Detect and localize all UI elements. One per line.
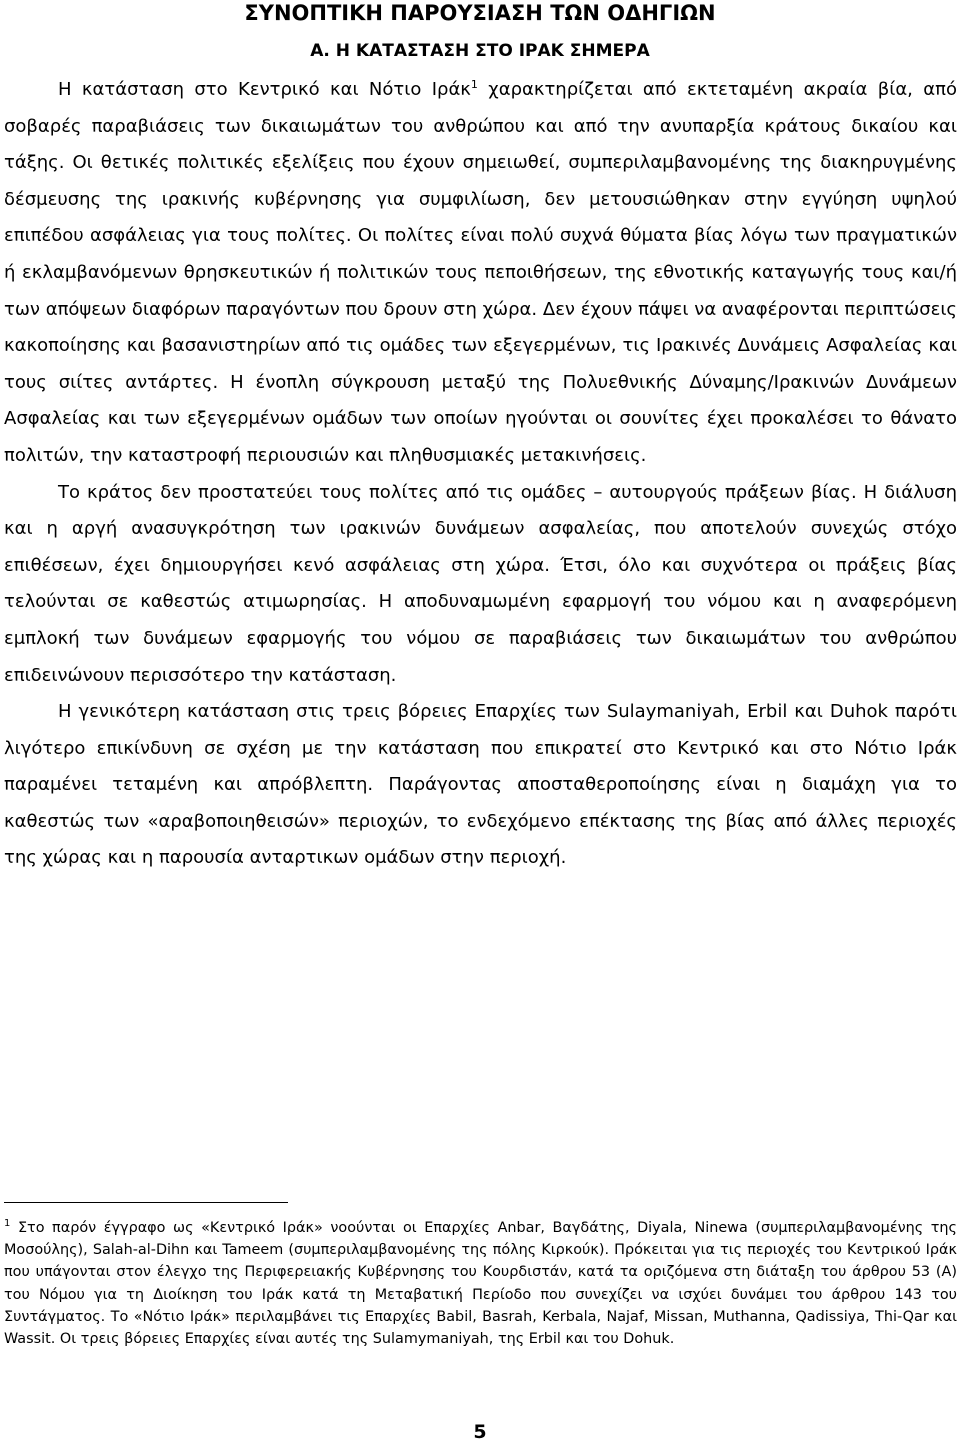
footnote-separator xyxy=(4,1202,288,1203)
document-title: ΣΥΝΟΠΤΙΚΗ ΠΑΡΟΥΣΙΑΣΗ ΤΩΝ ΟΔΗΓΙΩΝ xyxy=(244,1,716,25)
footnote xyxy=(4,1217,957,1350)
page-number: 5 xyxy=(473,1421,487,1443)
body-paragraph-1 xyxy=(4,72,957,475)
footnote-text: Στο παρόν έγγραφο ως «Κεντρικό Ιράκ» νοούνται οι Επαρχίες Anbar, Βαγδάτης, Diyala, Ninewa (συμπεριλαμβανομένης της Μοσούλης), Salah-al-Dihn και Tameem (συμπεριλαμβανομένης της πόλης Κιρκούκ). Πρόκειται για τις περιοχές του Κεντρικού Ιράκ που υπάγονται στον έλεγχο της Περιφερειακής Κυβέρνησης του Κουρδιστάν, κατά τα οριζόμενα στη διάταξη του άρθρου 53 (Α) του Νόμου για τη Διοίκηση του Ιράκ κατά τη Μεταβατική Περίοδο που συνεχίζει να ισχύει δυνάμει του άρθρου 143 του Συντάγματος. Το «Νότιο Ιράκ» περιλαμβάνει τις Επαρχίες Babil, Basrah, Kerbala, Najaf, Missan, Muthanna, Qadissiya, Thi-Qar και Wassit. Οι τρεις βόρειες Επαρχίες είναι αυτές της Sulamymaniyah, της Erbil και του Dohuk. xyxy=(4,1220,957,1348)
paragraph-1-start: Η κατάσταση στο Κεντρικό και Νότιο Ιράκ xyxy=(58,79,471,100)
footnote-number: 1 xyxy=(4,1218,11,1230)
document-body xyxy=(4,72,957,877)
section-heading: Α. Η ΚΑΤΑΣΤΑΣΗ ΣΤΟ ΙΡΑΚ ΣΗΜΕΡΑ xyxy=(310,41,650,61)
paragraph-1-rest: χαρακτηρίζεται από εκτεταμένη ακραία βία, από σοβαρές παραβιάσεις των δικαιωμάτων του ανθρώπου και από την ανυπαρξία κράτους δικαίου και τάξης. Οι θετικές πολιτικές εξελίξεις που έχουν σημειωθεί, συμπεριλαμβανομένης της διακηρυγμένης δέσμευσης της ιρακινής κυβέρνησης για συμφιλίωση, δεν μετουσιώθηκαν στην εγγύηση υψηλού επιπέδου ασφάλειας για τους πολίτες. Οι πολίτες είναι πολύ συχνά θύματα βίας λόγω των πραγματικών ή εκλαμβανόμενων θρησκευτικών ή πολιτικών τους πεποιθήσεων, της εθνοτικής καταγωγής τους και/ή των απόψεων διαφόρων παραγόντων που δρουν στη χώρα. Δεν έχουν πάψει να αναφέρονται περιπτώσεις κακοποίησης και βασανιστηρίων από τις ομάδες των εξεγερμένων, τις Ιρακινές Δυνάμεις Ασφαλείας και τους σιίτες αντάρτες. Η ένοπλη σύγκρουση μεταξύ της Πολυεθνικής Δύναμης/Ιρακινών Δυνάμεων Ασφαλείας και των εξεγερμένων ομάδων των οποίων ηγούνται οι σουνίτες έχει προκαλέσει το θάνατο πολιτών, την καταστροφή περιουσιών και πληθυσμιακές μετακινήσεις. xyxy=(4,79,957,466)
body-paragraph-2: Το κράτος δεν προστατεύει τους πολίτες από τις ομάδες – αυτουργούς πράξεων βίας. Η διάλυση και η αργή ανασυγκρότηση των ιρακινών δυνάμεων ασφαλείας, που αποτελούν συνεχώς στόχο επιθέσεων, έχει δημιουργήσει κενό ασφάλειας στη χώρα. Έτσι, όλο και συχνότερα οι πράξεις βίας τελούνται σε καθεστώς ατιμωρησίας. Η αποδυναμωμένη εφαρμογή του νόμου και η αναφερόμενη εμπλοκή των δυνάμεων εφαρμογής του νόμου σε παραβιάσεις των δικαιωμάτων του ανθρώπου επιδεινώνουν περισσότερο την κατάσταση. xyxy=(4,481,957,686)
footnote-reference: 1 xyxy=(470,78,478,91)
body-paragraph-3: Η γενικότερη κατάσταση στις τρεις βόρειες Επαρχίες των Sulaymaniyah, Erbil και Duhok παρότι λιγότερο επικίνδυνη σε σχέση με την κατάσταση που επικρατεί στο Κεντρικό και στο Νότιο Ιράκ παραμένει τεταμένη και απρόβλεπτη. Παράγοντας αποσταθεροποίησης είναι η διαμάχη για το καθεστώς των «αραβοποιηθεισών» περιοχών, το ενδεχόμενο επέκτασης της βίας από άλλες περιοχές της χώρας και η παρουσία ανταρτικων ομάδων στην περιοχή. xyxy=(4,701,957,869)
